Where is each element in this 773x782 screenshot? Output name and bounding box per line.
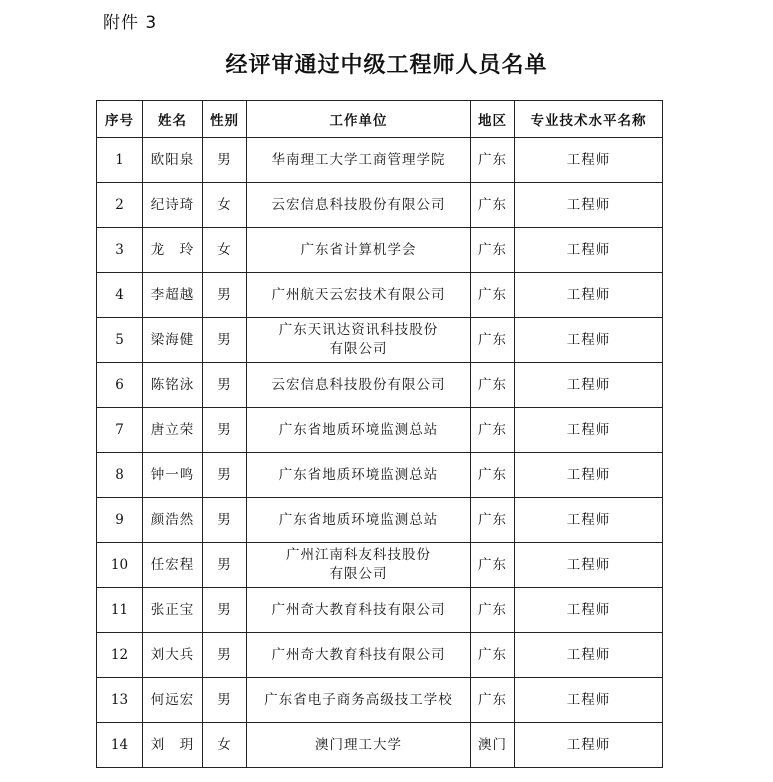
table-body — [97, 138, 663, 768]
cell-region: 广东 — [471, 633, 515, 678]
cell-name: 欧阳泉 — [143, 138, 203, 183]
cell-sex: 男 — [203, 318, 247, 363]
cell-unit: 华南理工大学工商管理学院 — [247, 138, 471, 183]
cell-title: 工程师 — [515, 273, 663, 318]
cell-no: 4 — [97, 273, 143, 318]
cell-unit: 广东省地质环境监测总站 — [247, 498, 471, 543]
cell-title: 工程师 — [515, 183, 663, 228]
cell-name: 刘大兵 — [143, 633, 203, 678]
cell-name: 张正宝 — [143, 588, 203, 633]
cell-title: 工程师 — [515, 543, 663, 588]
cell-unit: 广东省计算机学会 — [247, 228, 471, 273]
table-row — [97, 273, 663, 318]
cell-no: 9 — [97, 498, 143, 543]
cell-sex: 男 — [203, 453, 247, 498]
cell-no: 13 — [97, 678, 143, 723]
cell-region: 广东 — [471, 678, 515, 723]
cell-no: 6 — [97, 363, 143, 408]
cell-unit: 广东省地质环境监测总站 — [247, 408, 471, 453]
cell-region: 广东 — [471, 498, 515, 543]
cell-unit: 广东天讯达资讯科技股份 有限公司 — [247, 318, 471, 363]
cell-name: 纪诗琦 — [143, 183, 203, 228]
cell-sex: 女 — [203, 228, 247, 273]
cell-sex: 男 — [203, 543, 247, 588]
cell-title: 工程师 — [515, 588, 663, 633]
cell-region: 广东 — [471, 138, 515, 183]
table-row — [97, 588, 663, 633]
column-header-unit: 工作单位 — [247, 101, 471, 138]
cell-sex: 男 — [203, 363, 247, 408]
cell-unit: 广州江南科友科技股份 有限公司 — [247, 543, 471, 588]
cell-region: 广东 — [471, 363, 515, 408]
cell-no: 2 — [97, 183, 143, 228]
table-row — [97, 678, 663, 723]
cell-unit: 澳门理工大学 — [247, 723, 471, 768]
cell-title: 工程师 — [515, 633, 663, 678]
column-header-name: 姓名 — [143, 101, 203, 138]
column-header-region: 地区 — [471, 101, 515, 138]
document-title: 经评审通过中级工程师人员名单 — [225, 52, 548, 78]
cell-title: 工程师 — [515, 138, 663, 183]
cell-sex: 男 — [203, 138, 247, 183]
cell-sex: 女 — [203, 723, 247, 768]
cell-title: 工程师 — [515, 498, 663, 543]
cell-region: 广东 — [471, 228, 515, 273]
cell-title: 工程师 — [515, 318, 663, 363]
cell-region: 广东 — [471, 318, 515, 363]
table-header-row — [97, 101, 663, 138]
cell-sex: 男 — [203, 273, 247, 318]
cell-title: 工程师 — [515, 723, 663, 768]
cell-no: 11 — [97, 588, 143, 633]
cell-title: 工程师 — [515, 363, 663, 408]
cell-sex: 男 — [203, 678, 247, 723]
cell-name: 唐立荣 — [143, 408, 203, 453]
cell-unit: 广州奇大教育科技有限公司 — [247, 633, 471, 678]
cell-region: 广东 — [471, 543, 515, 588]
cell-unit: 广东省地质环境监测总站 — [247, 453, 471, 498]
cell-unit: 广州航天云宏技术有限公司 — [247, 273, 471, 318]
cell-sex: 男 — [203, 498, 247, 543]
cell-name: 陈铭泳 — [143, 363, 203, 408]
cell-region: 广东 — [471, 183, 515, 228]
table-row — [97, 543, 663, 588]
column-header-title: 专业技术水平名称 — [515, 101, 663, 138]
cell-unit: 广东省电子商务高级技工学校 — [247, 678, 471, 723]
cell-sex: 男 — [203, 408, 247, 453]
cell-title: 工程师 — [515, 678, 663, 723]
cell-name: 何远宏 — [143, 678, 203, 723]
cell-region: 广东 — [471, 273, 515, 318]
cell-name: 颜浩然 — [143, 498, 203, 543]
personnel-table — [96, 100, 663, 768]
table-row — [97, 633, 663, 678]
cell-name: 李超越 — [143, 273, 203, 318]
cell-no: 8 — [97, 453, 143, 498]
cell-name: 钟一鸣 — [143, 453, 203, 498]
cell-name: 任宏程 — [143, 543, 203, 588]
table-row — [97, 723, 663, 768]
cell-unit: 广州奇大教育科技有限公司 — [247, 588, 471, 633]
table-row — [97, 138, 663, 183]
cell-no: 1 — [97, 138, 143, 183]
cell-title: 工程师 — [515, 228, 663, 273]
cell-name: 梁海健 — [143, 318, 203, 363]
table-row — [97, 408, 663, 453]
cell-no: 5 — [97, 318, 143, 363]
cell-no: 14 — [97, 723, 143, 768]
cell-no: 3 — [97, 228, 143, 273]
column-header-sex: 性别 — [203, 101, 247, 138]
table-row — [97, 228, 663, 273]
cell-sex: 女 — [203, 183, 247, 228]
attachment-label: 附件 3 — [103, 13, 158, 33]
table-row — [97, 498, 663, 543]
table-row — [97, 183, 663, 228]
cell-title: 工程师 — [515, 453, 663, 498]
cell-name: 龙 玲 — [143, 228, 203, 273]
cell-region: 广东 — [471, 588, 515, 633]
cell-unit: 云宏信息科技股份有限公司 — [247, 363, 471, 408]
cell-unit: 云宏信息科技股份有限公司 — [247, 183, 471, 228]
table-row — [97, 363, 663, 408]
table-row — [97, 453, 663, 498]
cell-no: 12 — [97, 633, 143, 678]
cell-title: 工程师 — [515, 408, 663, 453]
cell-name: 刘 玥 — [143, 723, 203, 768]
column-header-no: 序号 — [97, 101, 143, 138]
table-row — [97, 318, 663, 363]
cell-region: 广东 — [471, 408, 515, 453]
cell-region: 广东 — [471, 453, 515, 498]
cell-no: 7 — [97, 408, 143, 453]
cell-no: 10 — [97, 543, 143, 588]
cell-region: 澳门 — [471, 723, 515, 768]
cell-sex: 男 — [203, 588, 247, 633]
cell-sex: 男 — [203, 633, 247, 678]
